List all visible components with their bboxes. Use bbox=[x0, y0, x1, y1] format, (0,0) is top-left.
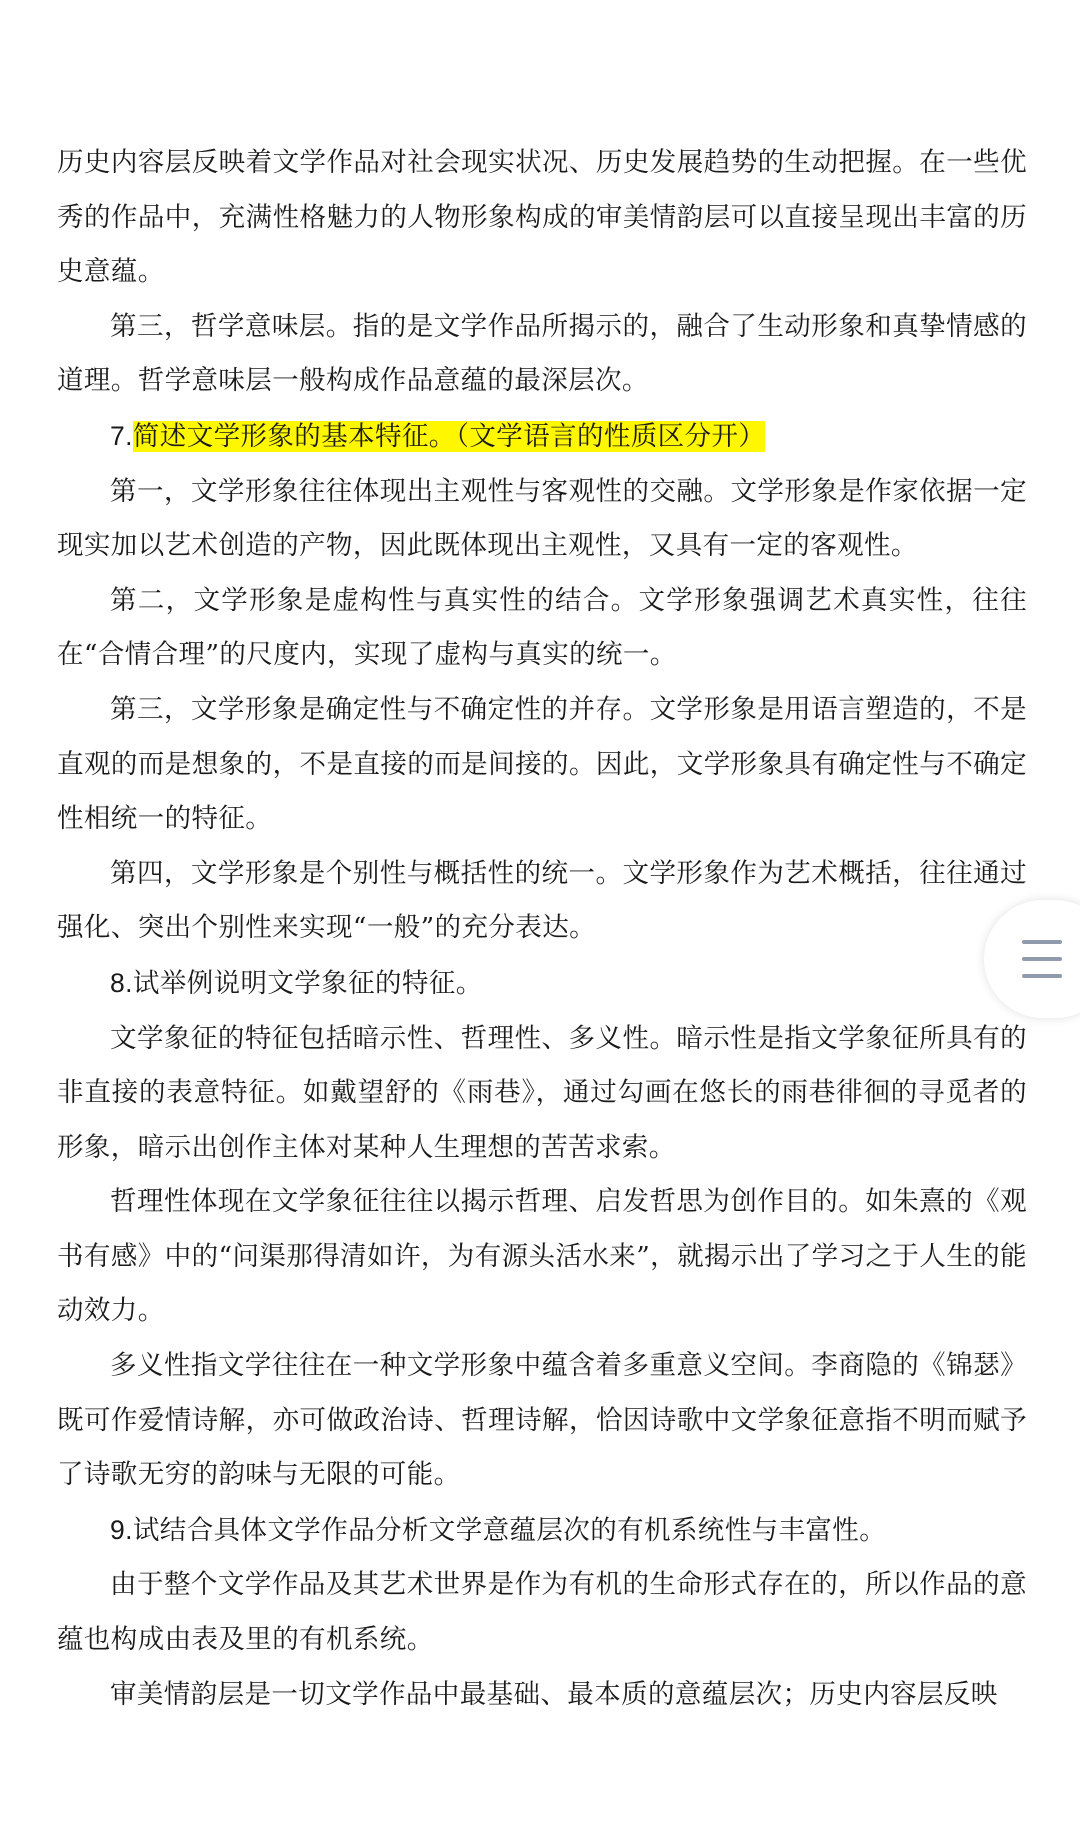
highlighted-question-text: 简述文学形象的基本特征。（文学语言的性质区分开） bbox=[132, 420, 766, 452]
paragraph-feature-3: 第三，文学形象是确定性与不确定性的并存。文学形象是用语言塑造的，不是直观的而是想象的，不是直接的而是间接的。因此，文学形象具有确定性与不确定性相统一的特征。 bbox=[57, 693, 1027, 835]
paragraph-symbol-philosophical: 哲理性体现在文学象征往往以揭示哲理、启发哲思为创作目的。如朱熹的《观书有感》中的“问渠那得清如许，为有源头活水来”，就揭示出了学习之于人生的能动效力。 bbox=[57, 1186, 1027, 1327]
paragraph-feature-4: 第四，文学形象是个别性与概括性的统一。文学形象作为艺术概括，往往通过强化、突出个别性来实现“一般”的充分表达。 bbox=[57, 857, 1027, 944]
paragraph-organic-system: 由于整个文学作品及其艺术世界是作为有机的生命形式存在的，所以作品的意蕴也构成由表及里的有机系统。 bbox=[57, 1569, 1027, 1656]
paragraph-continuation: 历史内容层反映着文学作品对社会现实状况、历史发展趋势的生动把握。在一些优秀的作品中，充满性格魅力的人物形象构成的审美情韵层可以直接呈现出丰富的历史意蕴。 bbox=[57, 147, 1027, 288]
paragraph-symbol-polysemy: 多义性指文学往往在一种文学形象中蕴含着多重意义空间。李商隐的《锦瑟》既可作爱情诗解，亦可做政治诗、哲理诗解，恰因诗歌中文学象征意指不明而赋予了诗歌无穷的韵味与无限的可能。 bbox=[57, 1350, 1027, 1491]
question-text: 试举例说明文学象征的特征。 bbox=[132, 967, 483, 999]
question-number: 9. bbox=[110, 1514, 133, 1545]
question-number: 7. bbox=[110, 420, 133, 451]
menu-icon bbox=[1022, 940, 1062, 978]
question-number: 8. bbox=[110, 967, 133, 998]
question-8-heading bbox=[57, 956, 1027, 1012]
question-9-heading bbox=[57, 1503, 1027, 1559]
question-7-heading bbox=[57, 409, 1027, 465]
paragraph-feature-1: 第一，文学形象往往体现出主观性与客观性的交融。文学形象是作家依据一定现实加以艺术创造的产物，因此既体现出主观性，又具有一定的客观性。 bbox=[57, 475, 1027, 562]
question-text: 试结合具体文学作品分析文学意蕴层次的有机系统性与丰富性。 bbox=[132, 1514, 887, 1546]
paragraph-aesthetic-layer: 审美情韵层是一切文学作品中最基础、最本质的意蕴层次；历史内容层反映 bbox=[110, 1678, 998, 1710]
paragraph-symbol-suggestive: 文学象征的特征包括暗示性、哲理性、多义性。暗示性是指文学象征所具有的非直接的表意特征。如戴望舒的《雨巷》，通过勾画在悠长的雨巷徘徊的寻觅者的形象，暗示出创作主体对某种人生理想的苦苦求索。 bbox=[57, 1022, 1027, 1163]
paragraph-feature-2: 第二，文学形象是虚构性与真实性的结合。文学形象强调艺术真实性，往往在“合情合理”的尺度内，实现了虚构与真实的统一。 bbox=[57, 584, 1027, 671]
paragraph-philosophy-layer: 第三，哲学意味层。指的是文学作品所揭示的，融合了生动形象和真挚情感的道理。哲学意味层一般构成作品意蕴的最深层次。 bbox=[57, 310, 1027, 397]
document-page bbox=[57, 136, 1027, 1722]
